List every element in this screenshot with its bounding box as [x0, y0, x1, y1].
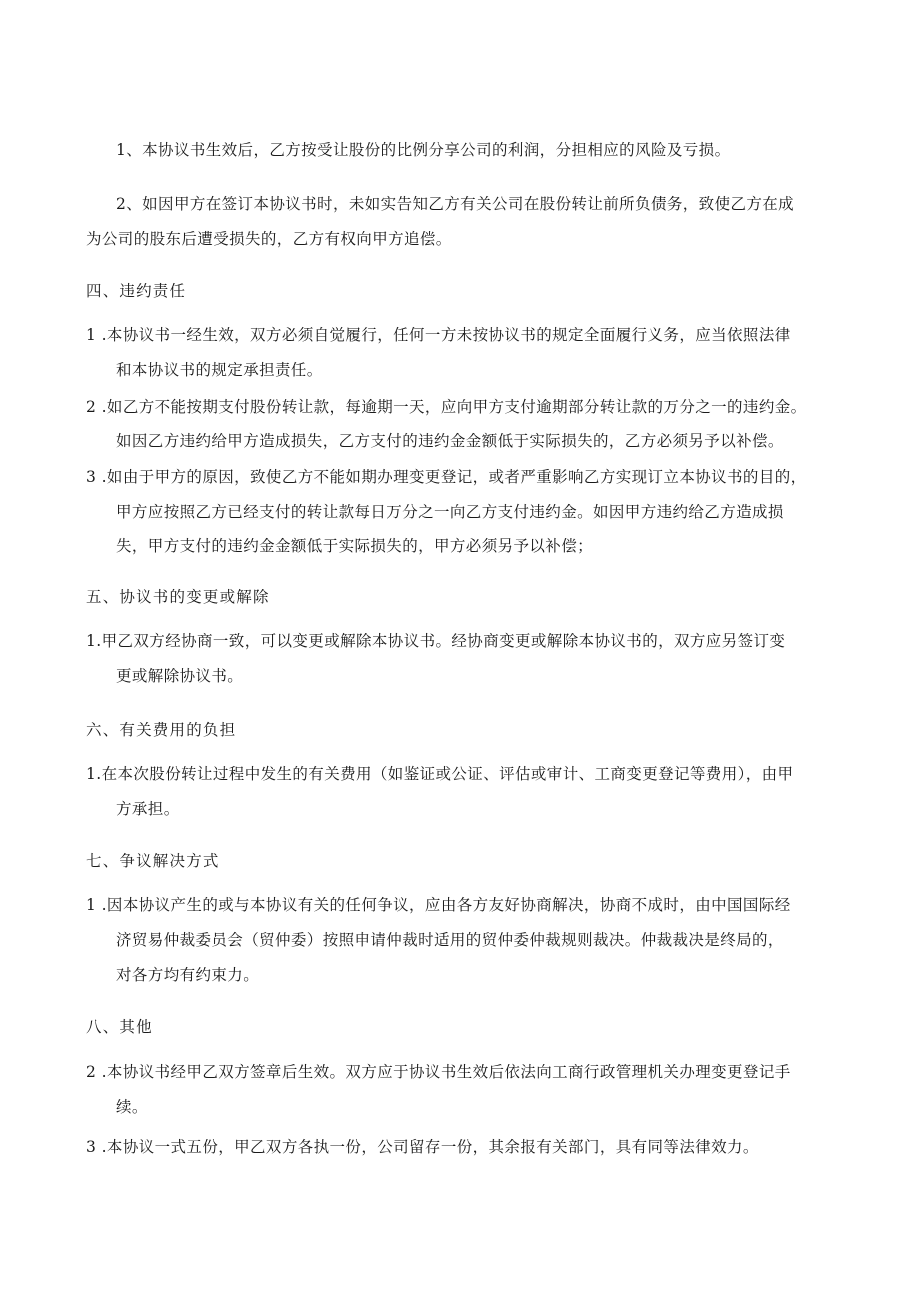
section-title: 四、违约责任 — [86, 282, 187, 300]
text-line: 甲方应按照乙方已经支付的转让款每日万分之一向乙方支付违约金。如因甲方违约给乙方造成损 — [116, 503, 784, 521]
text-line: 对各方均有约束力。 — [116, 966, 260, 984]
text-line: 3 .如由于甲方的原因，致使乙方不能如期办理变更登记，或者严重影响乙方实现订立本协议书的目的， — [86, 468, 807, 486]
text-line: 1.甲乙双方经协商一致，可以变更或解除本协议书。经协商变更或解除本协议书的，双方应另签订变 — [86, 632, 786, 650]
text-line: 方承担。 — [116, 800, 180, 818]
text-line: 2 .如乙方不能按期支付股份转让款，每逾期一天，应向甲方支付逾期部分转让款的万分之一的违约金。 — [86, 398, 807, 416]
text-line: 2 .本协议书经甲乙双方签章后生效。双方应于协议书生效后依法向工商行政管理机关办理变更登记手 — [86, 1063, 791, 1081]
text-line: 失，甲方支付的违约金金额低于实际损失的，甲方必须另予以补偿； — [116, 537, 594, 555]
section-title: 五、协议书的变更或解除 — [86, 588, 270, 606]
text-line: 如因乙方违约给甲方造成损失，乙方支付的违约金金额低于实际损失的，乙方必须另予以补偿。 — [116, 432, 784, 450]
text-line: 为公司的股东后遭受损失的，乙方有权向甲方追偿。 — [86, 230, 452, 248]
text-line: 1、本协议书生效后，乙方按受让股份的比例分享公司的利润，分担相应的风险及亏损。 — [116, 141, 731, 159]
text-line: 1 .本协议书一经生效，双方必须自觉履行，任何一方未按协议书的规定全面履行义务，应当依照法律 — [86, 326, 791, 344]
text-line: 和本协议书的规定承担责任。 — [116, 361, 323, 379]
text-line: 3 .本协议一式五份，甲乙双方各执一份，公司留存一份，其余报有关部门，具有同等法律效力。 — [86, 1138, 759, 1156]
section-title: 八、其他 — [86, 1018, 153, 1036]
text-line: 2、如因甲方在签订本协议书时，未如实告知乙方有关公司在股份转让前所负债务，致使乙方在成 — [116, 195, 795, 213]
text-line: 济贸易仲裁委员会（贸仲委）按照申请仲裁时适用的贸仲委仲裁规则裁决。仲裁裁决是终局的， — [116, 931, 784, 949]
text-line: 1.在本次股份转让过程中发生的有关费用（如鉴证或公证、评估或审计、工商变更登记等费用），由甲 — [86, 765, 794, 783]
section-title: 七、争议解决方式 — [86, 852, 220, 870]
text-line: 更或解除协议书。 — [116, 667, 244, 685]
text-line: 续。 — [116, 1098, 148, 1116]
section-title: 六、有关费用的负担 — [86, 721, 237, 739]
text-line: 1 .因本协议产生的或与本协议有关的任何争议，应由各方友好协商解决，协商不成时，由中国国际经 — [86, 896, 791, 914]
